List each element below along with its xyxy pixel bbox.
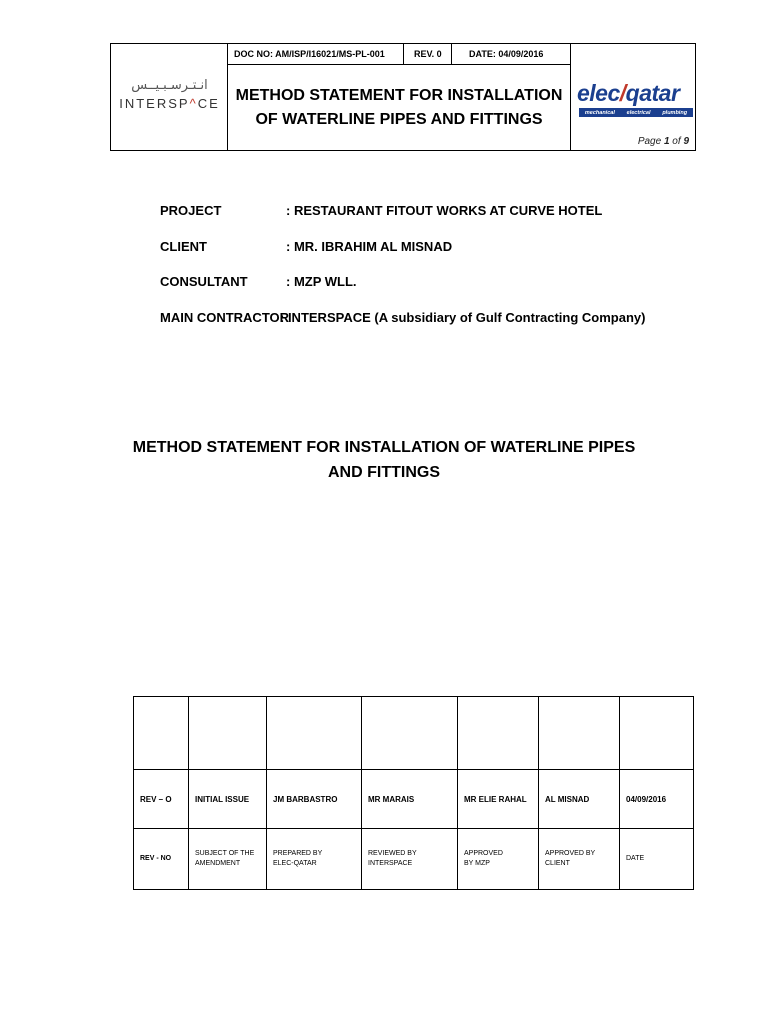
table-cell — [620, 697, 694, 770]
revision-table — [133, 696, 694, 890]
doc-number: DOC NO: AM/ISP/I16021/MS-PL-001 — [234, 49, 385, 59]
header-title-line2: OF WATERLINE PIPES AND FITTINGS — [255, 110, 543, 128]
table-cell — [267, 697, 362, 770]
table-header-cell: SUBJECT OF THE AMENDMENT — [189, 829, 267, 890]
elecqatar-tagline: mechanical electrical plumbing — [579, 108, 693, 117]
table-header-cell: REV - NO — [134, 829, 189, 890]
table-cell — [362, 697, 458, 770]
page-number: Page 1 of 9 — [637, 136, 689, 147]
info-value: : MZP WLL. — [286, 274, 357, 289]
table-cell — [539, 697, 620, 770]
info-value: : RESTAURANT FITOUT WORKS AT CURVE HOTEL — [286, 203, 603, 218]
table-header-cell: APPROVED BY CLIENT — [539, 829, 620, 890]
meta-divider — [451, 44, 452, 65]
table-row-empty — [134, 697, 694, 770]
table-cell: 04/09/2016 — [620, 770, 694, 829]
header-title-line1: METHOD STATEMENT FOR INSTALLATION — [235, 86, 563, 104]
meta-divider — [403, 44, 404, 65]
table-header-cell: APPROVED BY MZP — [458, 829, 539, 890]
table-cell: JM BARBASTRO — [267, 770, 362, 829]
main-title-line2: AND FITTINGS — [328, 464, 440, 481]
table-cell: REV – O — [134, 770, 189, 829]
table-cell: MR MARAIS — [362, 770, 458, 829]
main-title — [100, 435, 668, 485]
info-label: PROJECT — [160, 203, 222, 218]
table-cell: MR ELIE RAHAL — [458, 770, 539, 829]
interspace-logo — [111, 44, 228, 150]
header-title — [228, 65, 570, 150]
table-cell: AL MISNAD — [539, 770, 620, 829]
info-label: CONSULTANT — [160, 274, 248, 289]
main-title-line1: METHOD STATEMENT FOR INSTALLATION OF WATERLINE PIPES — [132, 439, 636, 456]
table-header-cell: DATE — [620, 829, 694, 890]
table-header-cell: PREPARED BY ELEC-QATAR — [267, 829, 362, 890]
doc-date: DATE: 04/09/2016 — [469, 49, 544, 59]
info-label: MAIN CONTRACTOR — [160, 309, 290, 325]
table-cell — [189, 697, 267, 770]
elecqatar-logo-cell — [570, 44, 695, 150]
table-cell — [458, 697, 539, 770]
info-value: : MR. IBRAHIM AL MISNAD — [286, 238, 453, 254]
table-cell — [134, 697, 189, 770]
table-cell: INITIAL ISSUE — [189, 770, 267, 829]
elecqatar-logo: elec/qatar — [577, 80, 680, 106]
doc-meta-row — [228, 44, 570, 65]
interspace-arabic-name: انـتـرسـبـيــس — [131, 78, 208, 93]
info-label: CLIENT — [160, 238, 207, 254]
table-header-cell: REVIEWED BY INTERSPACE — [362, 829, 458, 890]
document-header — [110, 43, 696, 151]
table-row-revision — [134, 770, 694, 829]
interspace-wordmark: INTERSP^CE — [119, 96, 220, 111]
doc-revision: REV. 0 — [414, 49, 442, 59]
table-row-headers — [134, 829, 694, 890]
info-value: : INTERSPACE (A subsidiary of Gulf Contracting Company) — [280, 309, 646, 325]
